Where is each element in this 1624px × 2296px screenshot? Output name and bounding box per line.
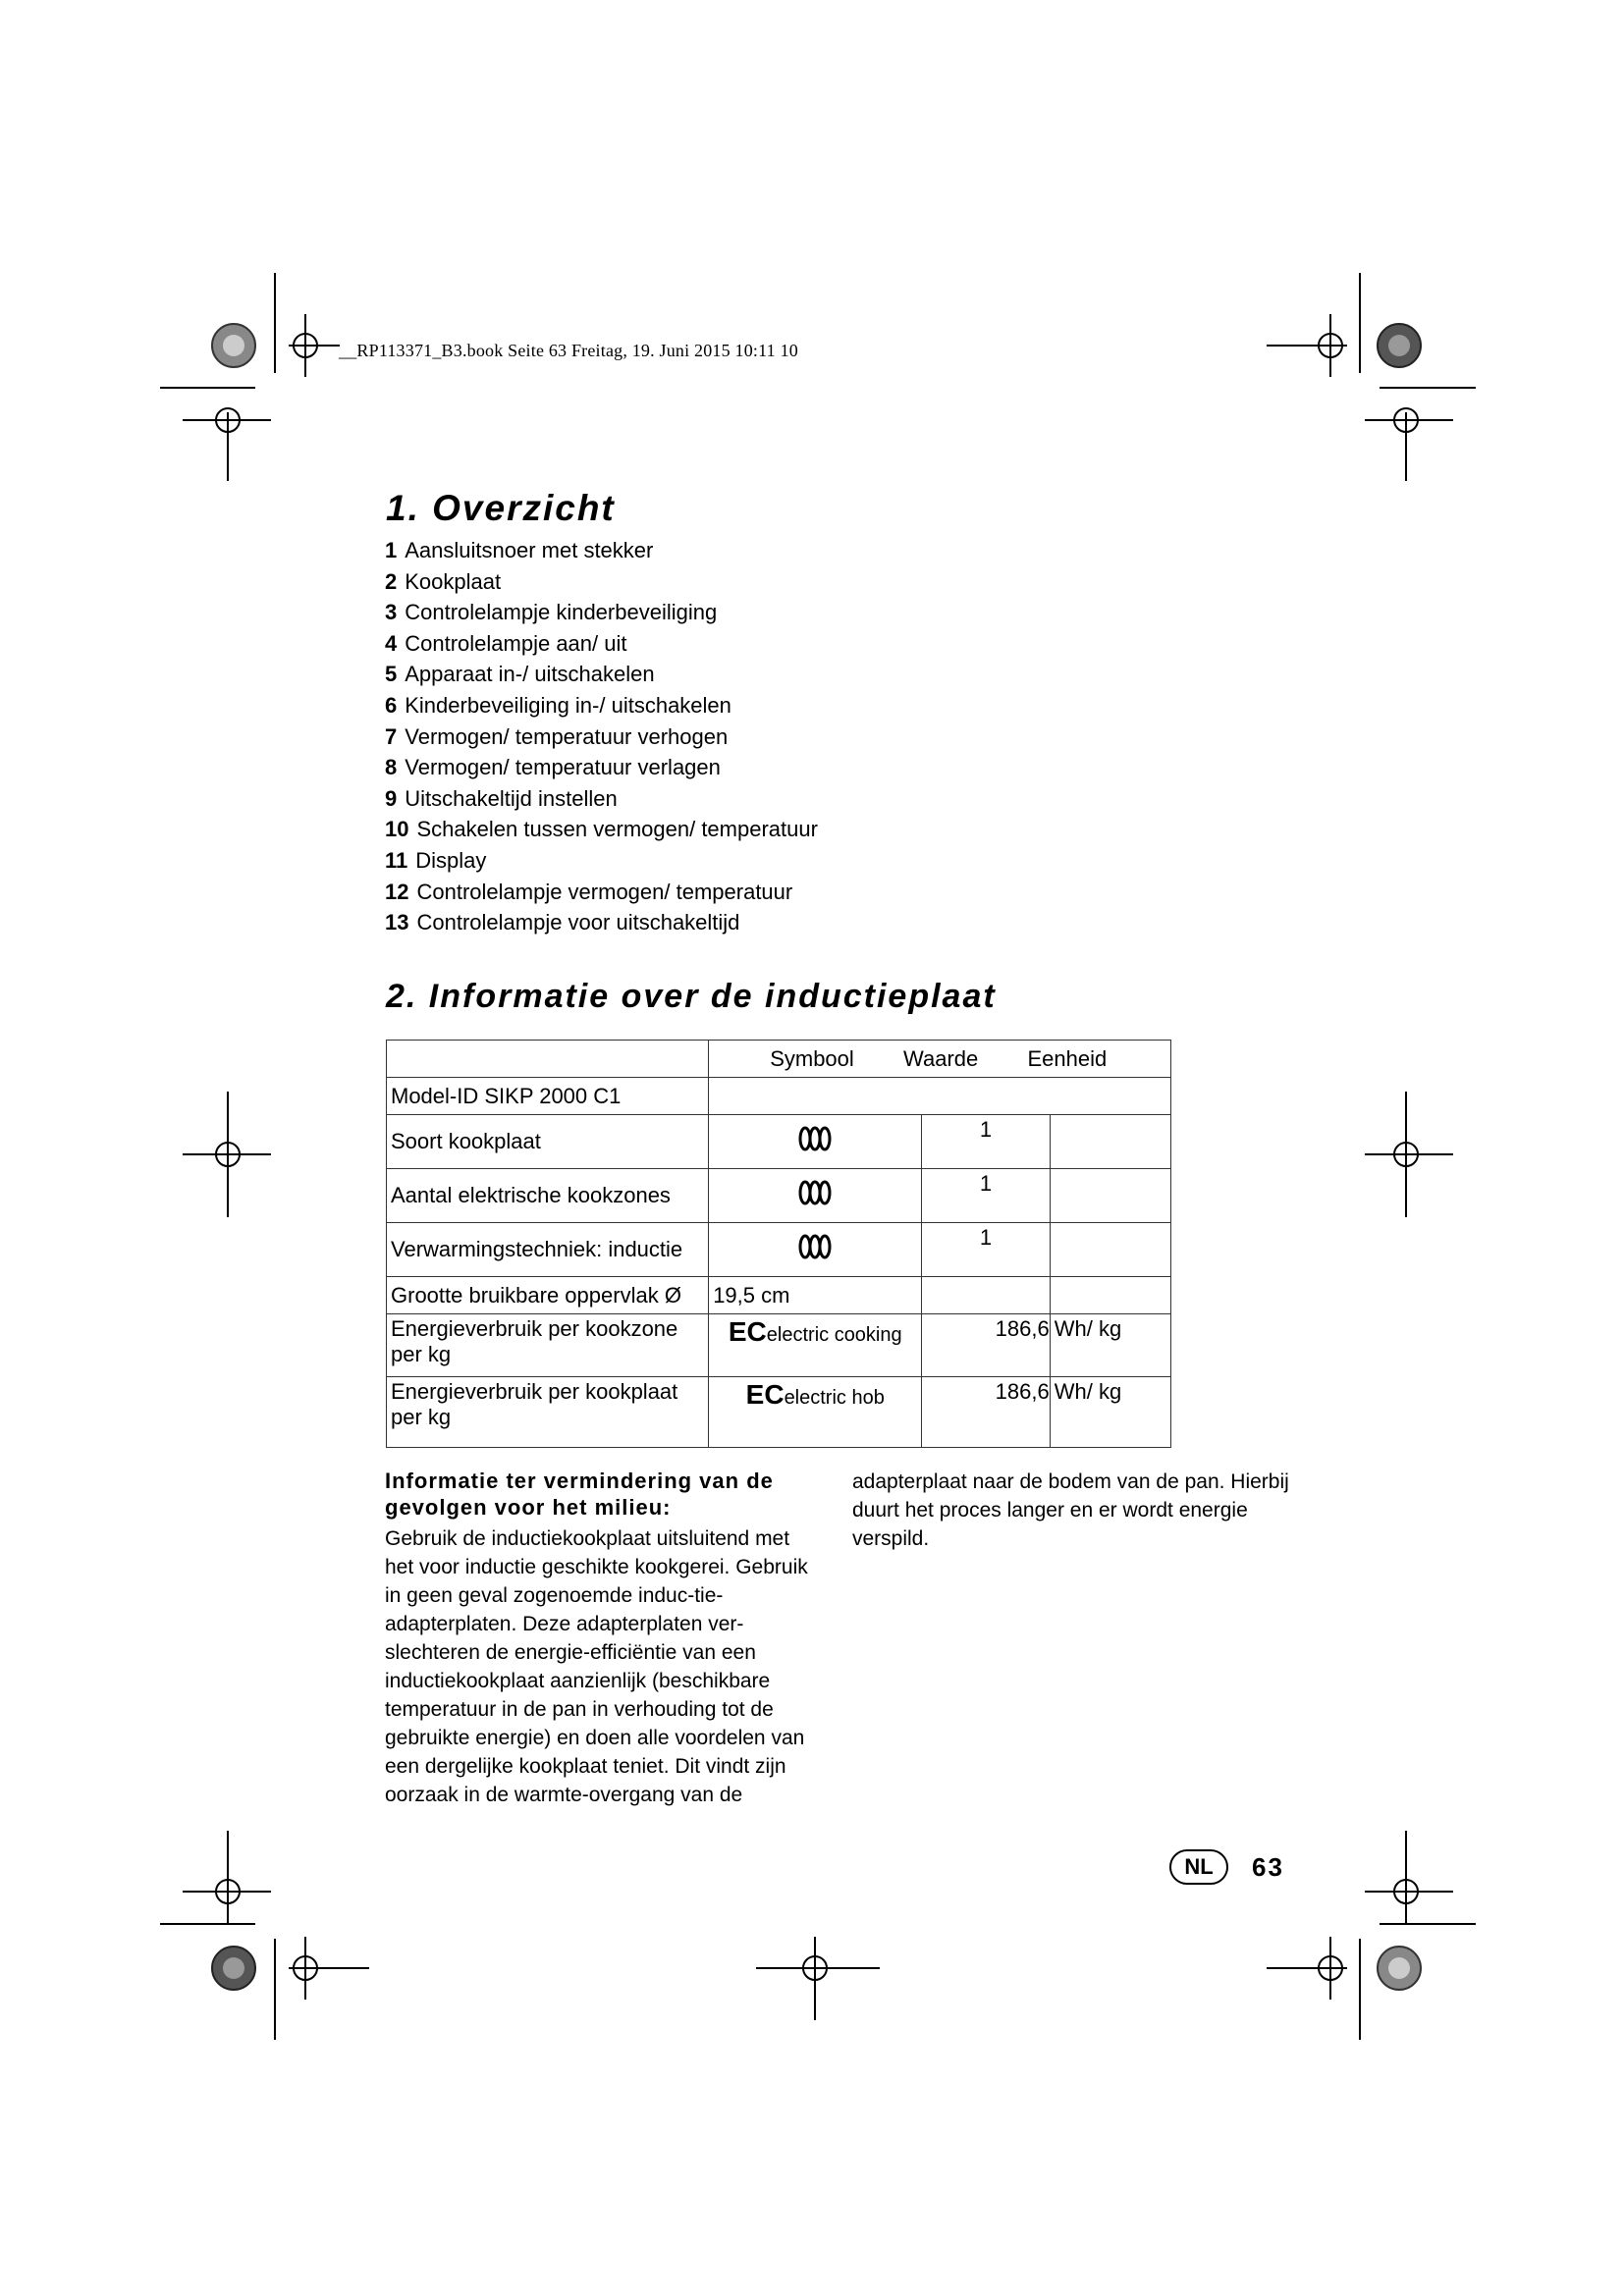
item-text: Vermogen/ temperatuur verlagen	[405, 755, 721, 780]
color-wheel-icon	[1378, 1947, 1421, 1990]
row-value: 186,6	[922, 1377, 1050, 1448]
item-text: Controlelampje kinderbeveiliging	[405, 600, 718, 625]
item-number: 11	[385, 847, 408, 873]
overview-list-item	[385, 783, 818, 815]
item-number: 4	[385, 630, 398, 656]
ec-symbol	[709, 1314, 922, 1377]
item-text: Display	[415, 847, 487, 873]
environment-info-body: Gebruik de inductiekookplaat uitsluitend met het voor inductie geschikte kookgerei. Gebruik in geen geval zogenoemde induc-tie-adapterplaten. Deze adapterplaten ver-slechteren de energie-efficiëntie van een inductiekookplaat aanzienlijk (beschikbare temperatuur in de pan in verhouding tot de gebruikte energie) en doen alle voordelen van een dergelijke kookplaat teniet. Dit vindt zijn oorzaak in de warmte-overgang van de	[385, 1527, 808, 1806]
row-unit: Wh/ kg	[1050, 1377, 1170, 1448]
row-label: Soort kookplaat	[387, 1115, 709, 1169]
page-number: 63	[1252, 1852, 1284, 1882]
table-cell	[387, 1041, 709, 1078]
overview-list-item	[385, 566, 818, 598]
ec-symbol-sub: electric cooking	[766, 1324, 902, 1346]
item-number: 8	[385, 755, 398, 780]
print-header-info: __RP113371_B3.book Seite 63 Freitag, 19. Juni 2015 10:11 10	[339, 341, 798, 360]
item-number: 5	[385, 662, 398, 687]
row-unit	[1050, 1223, 1170, 1277]
overview-list-item	[385, 597, 818, 628]
table-cell	[1050, 1277, 1170, 1314]
table-row	[387, 1314, 1171, 1377]
item-number: 10	[385, 817, 409, 842]
ec-symbol-main: EC	[745, 1379, 785, 1410]
row-label: Grootte bruikbare oppervlak Ø	[387, 1277, 709, 1314]
item-text: Controlelampje aan/ uit	[405, 630, 627, 656]
item-text: Kookplaat	[405, 568, 502, 594]
row-value: 1	[922, 1169, 1050, 1223]
header-symbol: Symbool	[770, 1045, 854, 1071]
item-number: 12	[385, 879, 409, 904]
overview-list	[385, 535, 818, 938]
table-row	[387, 1115, 1171, 1169]
model-id-cell: Model-ID SIKP 2000 C1	[387, 1078, 709, 1115]
item-number: 6	[385, 692, 398, 718]
item-number: 1	[385, 538, 398, 562]
item-text: Controlelampje voor uitschakeltijd	[416, 910, 740, 935]
table-row	[387, 1169, 1171, 1223]
row-unit	[1050, 1115, 1170, 1169]
item-number: 9	[385, 785, 398, 811]
environment-info-continued: adapterplaat naar de bodem van de pan. Hierbij duurt het proces langer en er wordt energie verspild.	[852, 1470, 1289, 1550]
row-value: 1	[922, 1223, 1050, 1277]
row-value: 19,5 cm	[709, 1277, 922, 1314]
item-text: Apparaat in-/ uitschakelen	[405, 662, 655, 687]
table-row	[387, 1078, 1171, 1115]
overview-list-item	[385, 814, 818, 845]
overview-list-item	[385, 845, 818, 877]
section-title-induction-info: 2. Informatie over de inductieplaat	[386, 978, 997, 1015]
item-text: Aansluitsnoer met stekker	[405, 538, 654, 562]
color-wheel-icon	[1378, 324, 1421, 367]
item-number: 3	[385, 600, 398, 625]
color-wheel-icon	[212, 1947, 255, 1990]
item-number: 2	[385, 568, 398, 594]
overview-list-item	[385, 752, 818, 783]
row-unit: Wh/ kg	[1050, 1314, 1170, 1377]
item-text: Uitschakeltijd instellen	[405, 785, 618, 811]
table-row	[387, 1223, 1171, 1277]
row-unit	[1050, 1169, 1170, 1223]
table-cell	[922, 1277, 1050, 1314]
section-title-overview: 1. Overzicht	[386, 488, 616, 528]
header-value: Waarde	[903, 1045, 979, 1071]
row-label: Verwarmingstechniek: inductie	[387, 1223, 709, 1277]
item-text: Schakelen tussen vermogen/ temperatuur	[416, 817, 818, 842]
row-value: 1	[922, 1115, 1050, 1169]
table-header-cell	[709, 1041, 1171, 1078]
overview-list-item	[385, 721, 818, 753]
environment-info-title: Informatie ter vermindering van de gevolgen voor het milieu:	[385, 1468, 774, 1520]
row-label: Energieverbruik per kookplaat per kg	[387, 1377, 709, 1448]
ec-symbol-main: EC	[728, 1316, 767, 1347]
table-cell	[709, 1078, 1171, 1115]
overview-list-item	[385, 659, 818, 690]
item-text: Kinderbeveiliging in-/ uitschakelen	[405, 692, 731, 718]
ec-symbol	[709, 1377, 922, 1448]
overview-list-item	[385, 690, 818, 721]
induction-info-table	[386, 1040, 1171, 1448]
item-text: Vermogen/ temperatuur verhogen	[405, 723, 729, 749]
table-row	[387, 1377, 1171, 1448]
language-badge: NL	[1169, 1849, 1228, 1885]
induction-coil-icon	[709, 1169, 922, 1223]
induction-coil-icon	[709, 1115, 922, 1169]
overview-list-item	[385, 907, 818, 938]
header-unit: Eenheid	[1027, 1045, 1108, 1071]
ec-symbol-sub: electric hob	[784, 1387, 885, 1409]
table-row	[387, 1277, 1171, 1314]
color-wheel-icon	[212, 324, 255, 367]
item-text: Controlelampje vermogen/ temperatuur	[416, 879, 793, 904]
overview-list-item	[385, 877, 818, 908]
induction-coil-icon	[709, 1223, 922, 1277]
item-number: 13	[385, 910, 409, 935]
item-number: 7	[385, 723, 398, 749]
row-label: Energieverbruik per kookzone per kg	[387, 1314, 709, 1377]
row-label: Aantal elektrische kookzones	[387, 1169, 709, 1223]
row-value: 186,6	[922, 1314, 1050, 1377]
table-header-row	[387, 1041, 1171, 1078]
overview-list-item	[385, 628, 818, 660]
overview-list-item	[385, 535, 818, 566]
